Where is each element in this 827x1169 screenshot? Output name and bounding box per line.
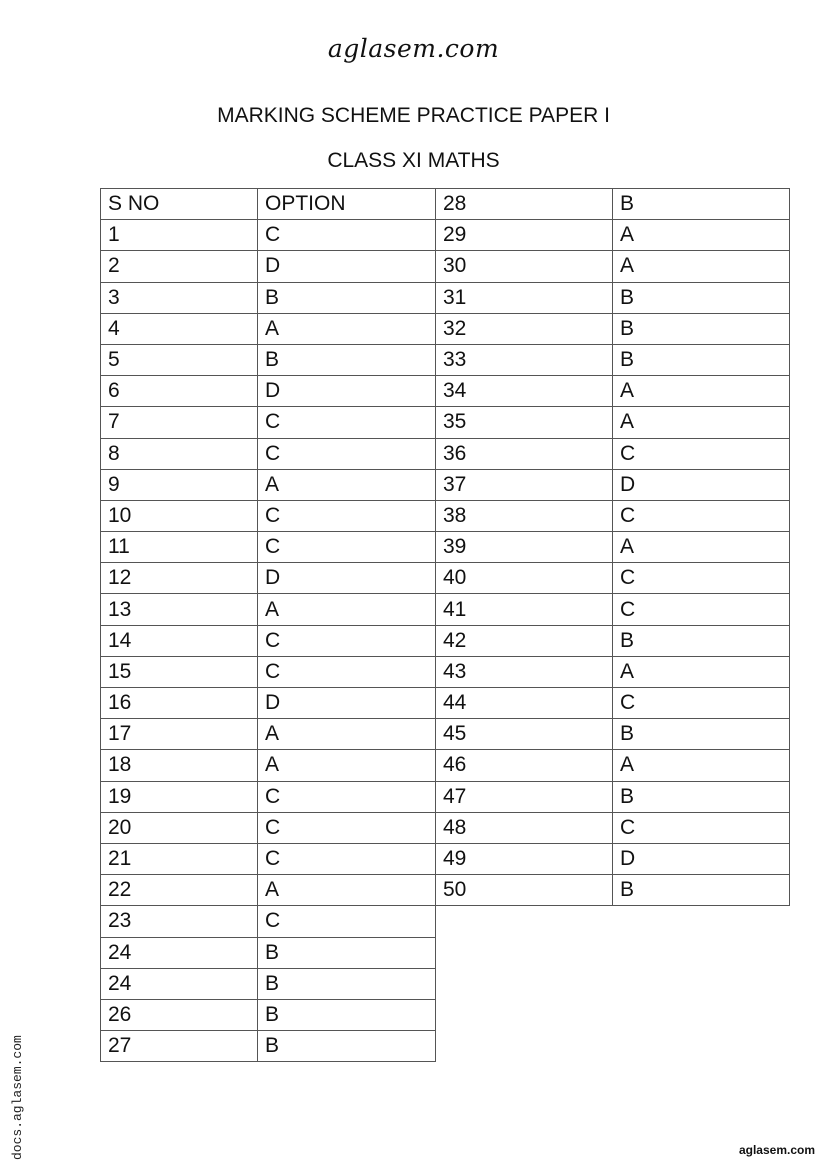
question-number: 6 [101,376,258,407]
table-row [101,407,436,438]
answer-option: B [258,937,436,968]
question-number: 2 [101,251,258,282]
answer-option: D [258,688,436,719]
question-number: 44 [436,688,613,719]
answer-option: C [613,812,790,843]
table-row [436,469,790,500]
question-number: 47 [436,781,613,812]
page-title: MARKING SCHEME PRACTICE PAPER I [217,104,610,127]
question-number: 31 [436,282,613,313]
question-number: 4 [101,313,258,344]
answer-option: C [258,500,436,531]
table-row [436,843,790,874]
table-row [436,719,790,750]
table-row [436,781,790,812]
table-row [101,843,436,874]
question-number: 21 [101,843,258,874]
table-row [101,968,436,999]
question-number: 34 [436,376,613,407]
table-row [101,999,436,1030]
answer-option: C [613,438,790,469]
question-number: 3 [101,282,258,313]
answer-option: B [258,344,436,375]
question-number: 16 [101,688,258,719]
answer-option: A [258,750,436,781]
question-number: 42 [436,625,613,656]
question-number: 17 [101,719,258,750]
question-number: 46 [436,750,613,781]
answer-option: C [613,594,790,625]
question-number: 35 [436,407,613,438]
question-number: 10 [101,500,258,531]
answer-option: A [613,220,790,251]
table-row [436,344,790,375]
table-row [436,625,790,656]
answer-option: A [613,656,790,687]
question-number: 1 [101,220,258,251]
answer-option: C [613,688,790,719]
table-row [436,189,790,220]
header-option: OPTION [258,189,436,220]
table-row [101,469,436,500]
answer-option: D [258,376,436,407]
answer-option: A [613,251,790,282]
answer-option: D [613,469,790,500]
page-subtitle: CLASS XI MATHS [327,149,500,172]
question-number: 8 [101,438,258,469]
answer-option: D [258,251,436,282]
side-watermark: docs.aglasem.com [10,1035,25,1160]
table-row [101,438,436,469]
table-row [101,656,436,687]
table-row [436,251,790,282]
table-row [101,344,436,375]
question-number: 12 [101,563,258,594]
table-row [101,563,436,594]
table-row [436,688,790,719]
table-row [101,594,436,625]
question-number: 43 [436,656,613,687]
table-row [101,282,436,313]
question-number: 50 [436,875,613,906]
question-number: 38 [436,500,613,531]
table-row [436,220,790,251]
answer-option: A [613,407,790,438]
question-number: 45 [436,719,613,750]
answer-table-left [100,188,436,1062]
answer-option: C [258,220,436,251]
question-number: 7 [101,407,258,438]
table-row [436,438,790,469]
table-row [101,500,436,531]
answer-option: C [258,438,436,469]
table-row [101,781,436,812]
question-number: 36 [436,438,613,469]
footer-brand: aglasem.com [738,1143,815,1157]
answer-option: A [613,750,790,781]
answer-option: D [258,563,436,594]
answer-option: B [613,282,790,313]
table-row [101,220,436,251]
table-row [101,313,436,344]
logo: aglasem.com [327,34,500,63]
table-row [436,376,790,407]
table-row [101,688,436,719]
answer-option: C [613,500,790,531]
answer-option: C [258,906,436,937]
answer-table-right [435,188,790,906]
table-row [101,1031,436,1062]
answer-option: B [258,1031,436,1062]
table-row [436,594,790,625]
answer-option: C [613,563,790,594]
answer-option: A [258,594,436,625]
table-row [101,937,436,968]
table-row [436,407,790,438]
answer-option: C [258,407,436,438]
question-number: 29 [436,220,613,251]
table-row [436,313,790,344]
answer-option: D [613,843,790,874]
answer-option: C [258,812,436,843]
table-row [101,251,436,282]
question-number: 9 [101,469,258,500]
table-row [101,719,436,750]
question-number: 26 [101,999,258,1030]
answer-option: C [258,625,436,656]
question-number: 48 [436,812,613,843]
table-row [101,750,436,781]
table-header-row [101,189,436,220]
answer-option: B [613,719,790,750]
answer-option: B [613,189,790,220]
question-number: 37 [436,469,613,500]
question-number: 18 [101,750,258,781]
answer-option: C [258,532,436,563]
table-row [436,532,790,563]
table-row [436,563,790,594]
answer-option: C [258,843,436,874]
answer-option: A [258,313,436,344]
question-number: 32 [436,313,613,344]
question-number: 27 [101,1031,258,1062]
question-number: 49 [436,843,613,874]
answer-option: B [613,875,790,906]
table-row [101,376,436,407]
header-sno: S NO [101,189,258,220]
answer-option: A [613,376,790,407]
question-number: 13 [101,594,258,625]
answer-option: A [258,469,436,500]
question-number: 33 [436,344,613,375]
table-row [436,875,790,906]
question-number: 40 [436,563,613,594]
answer-option: C [258,656,436,687]
table-row [101,625,436,656]
question-number: 23 [101,906,258,937]
table-row [101,906,436,937]
question-number: 19 [101,781,258,812]
table-row [101,875,436,906]
table-row [436,500,790,531]
question-number: 28 [436,189,613,220]
question-number: 14 [101,625,258,656]
question-number: 22 [101,875,258,906]
table-row [436,750,790,781]
table-row [101,812,436,843]
question-number: 24 [101,968,258,999]
answer-option: B [258,999,436,1030]
answer-option: B [613,313,790,344]
answer-option: A [613,532,790,563]
question-number: 39 [436,532,613,563]
answer-option: C [258,781,436,812]
question-number: 5 [101,344,258,375]
question-number: 24 [101,937,258,968]
table-row [436,656,790,687]
answer-option: B [258,968,436,999]
table-row [436,812,790,843]
question-number: 30 [436,251,613,282]
table-row [436,282,790,313]
answer-option: A [258,719,436,750]
question-number: 41 [436,594,613,625]
question-number: 11 [101,532,258,563]
table-row [101,532,436,563]
answer-option: B [613,344,790,375]
answer-option: B [258,282,436,313]
answer-option: B [613,625,790,656]
question-number: 20 [101,812,258,843]
answer-option: B [613,781,790,812]
question-number: 15 [101,656,258,687]
answer-option: A [258,875,436,906]
